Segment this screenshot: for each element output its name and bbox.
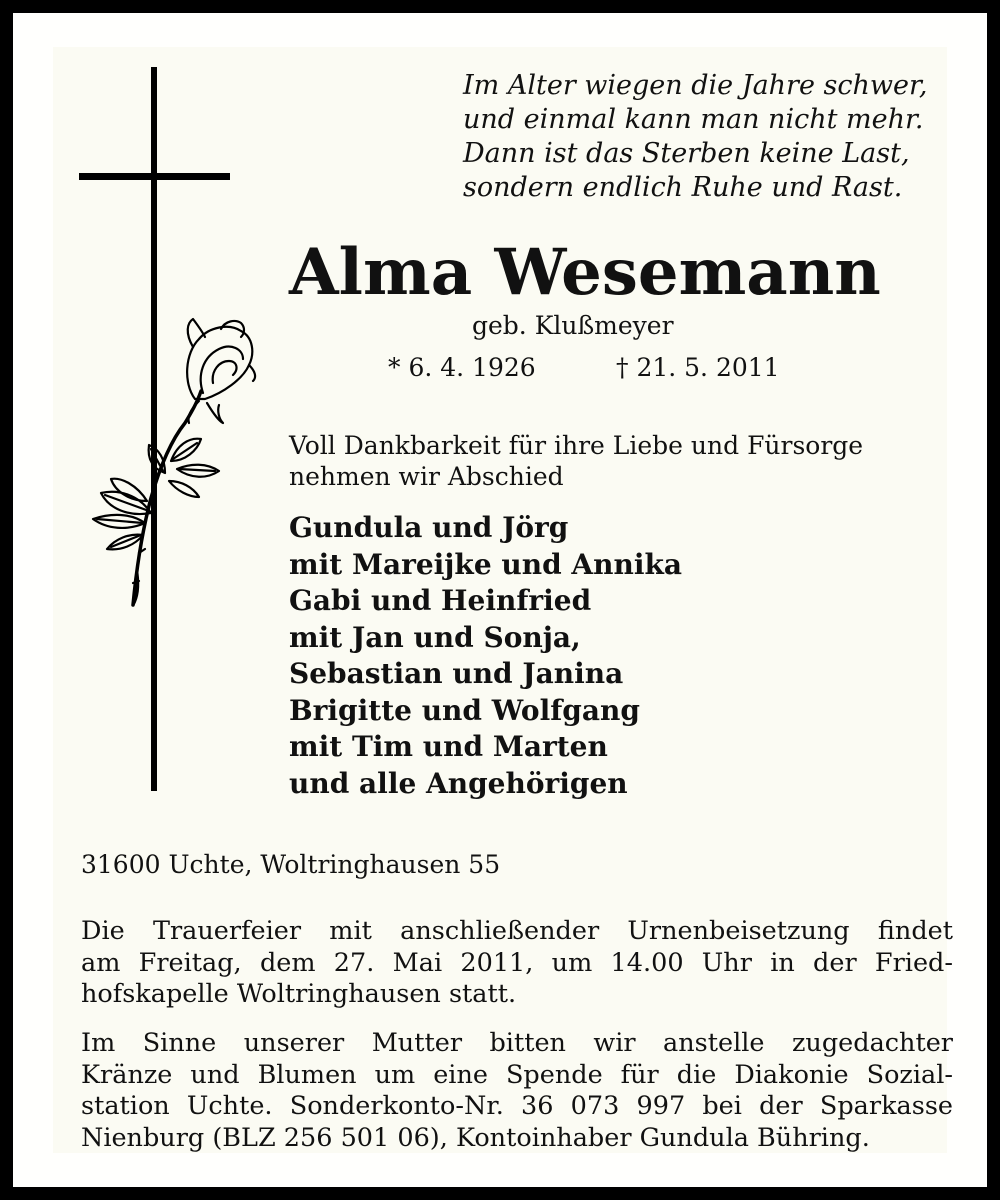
birth-date: * 6. 4. 1926 (388, 353, 536, 382)
donation-line: Nienburg (BLZ 256 501 06), Kontoinhaber Gundula Bühring. (81, 1122, 870, 1153)
mourner-line: und alle Angehörigen (289, 766, 628, 800)
donation-line: Im Sinne unserer Mutter bitten wir anstelle zugedachter (81, 1028, 953, 1058)
mourner-line: Sebastian und Janina (289, 657, 624, 690)
mourner-line: Gabi und Heinfried (289, 584, 592, 617)
mourners-list (289, 510, 682, 802)
funeral-line: Die Trauerfeier mit anschließender Urnenbeisetzung findet (81, 916, 953, 946)
death-date: † 21. 5. 2011 (616, 353, 780, 382)
funeral-notice (81, 916, 953, 1011)
deceased-name: Alma Wesemann (289, 235, 881, 310)
poem-line: Im Alter wiegen die Jahre schwer, (463, 70, 928, 101)
mourner-line: Gundula und Jörg (289, 511, 569, 544)
mourner-line: mit Mareijke und Annika (289, 547, 683, 581)
donation-line: Kränze und Blumen um eine Spende für die Diakonie Sozial- (81, 1059, 953, 1090)
birth-name: geb. Klußmeyer (472, 311, 674, 340)
life-dates (388, 353, 780, 382)
thanks-text (289, 430, 863, 492)
address: 31600 Uchte, Woltringhausen 55 (81, 850, 501, 879)
mourner-line: mit Tim und Marten (289, 730, 608, 763)
mourner-line: Brigitte und Wolfgang (289, 693, 640, 727)
poem-line: sondern endlich Ruhe und Rast. (463, 172, 903, 203)
donation-line: station Uchte. Sonderkonto-Nr. 36 073 997 bei der Sparkasse (81, 1091, 953, 1121)
poem-line: und einmal kann man nicht mehr. (463, 104, 924, 135)
mourner-line: mit Jan und Sonja, (289, 620, 581, 654)
donation-notice (81, 1028, 953, 1154)
funeral-line: am Freitag, dem 27. Mai 2011, um 14.00 Uhr in der Fried- (81, 947, 953, 978)
funeral-line: hofskapelle Woltringhausen statt. (81, 979, 517, 1009)
cross-horizontal-beam (79, 173, 230, 180)
poem (463, 69, 983, 205)
thanks-line: nehmen wir Abschied (289, 462, 564, 491)
rose-icon (73, 313, 263, 613)
thanks-line: Voll Dankbarkeit für ihre Liebe und Fürsorge (289, 431, 864, 460)
poem-line: Dann ist das Sterben keine Last, (463, 138, 910, 169)
